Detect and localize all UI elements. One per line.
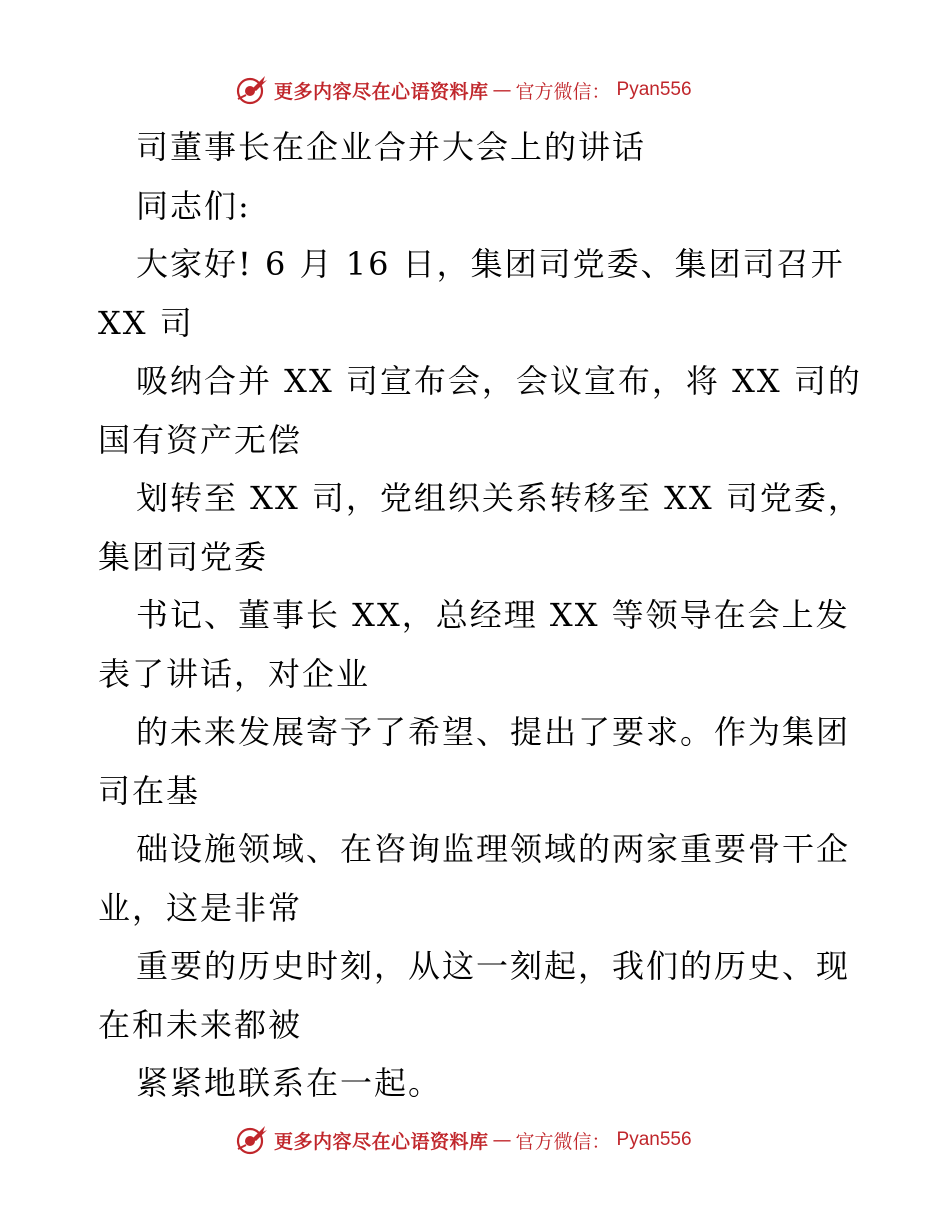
text-line: 重要的历史时刻，从这一刻起，我们的历史、现 <box>136 947 851 985</box>
watermark-official-label: 官方微信： <box>515 1130 611 1153</box>
text-line: 在和未来都被 <box>98 1005 303 1044</box>
text-line: 础设施领域、在咨询监理领域的两家重要骨干企 <box>136 830 851 868</box>
watermark-dash: — <box>492 1129 512 1151</box>
text-line: 紧紧地联系在一起。 <box>136 1064 443 1102</box>
quill-logo-icon <box>234 73 268 107</box>
document-body <box>98 118 862 1113</box>
text-line: 集团司党委 <box>98 537 269 576</box>
text-line: 同志们: <box>136 186 251 225</box>
text-line: 表了讲话，对企业 <box>98 654 371 693</box>
watermark-wechat-id: Pyan556 <box>616 1129 692 1150</box>
text-line: 司在基 <box>98 771 201 810</box>
text-line: 司董事长在企业合并大会上的讲话 <box>136 128 647 166</box>
text-line: 书记、董事长 XX，总经理 XX 等领导在会上发 <box>136 596 850 634</box>
text-line: 划转至 XX 司，党组织关系转移至 XX 司党委， <box>136 479 862 517</box>
text-line: 国有资产无偿 <box>98 420 303 459</box>
watermark-wechat-id: Pyan556 <box>616 79 692 100</box>
text-line: 业，这是非常 <box>98 888 303 927</box>
watermark-dash: — <box>492 79 512 101</box>
text-line: XX 司 <box>98 303 194 342</box>
watermark-site-text: 更多内容尽在心语资料库 <box>274 80 489 103</box>
watermark-official-label: 官方微信： <box>515 80 611 103</box>
text-line: 的未来发展寄予了希望、提出了要求。作为集团 <box>136 713 851 751</box>
watermark-site-text: 更多内容尽在心语资料库 <box>274 1130 489 1153</box>
text-line: 吸纳合并 XX 司宣布会，会议宣布，将 XX 司的 <box>136 362 862 400</box>
header-watermark <box>234 72 692 108</box>
footer-watermark <box>234 1122 692 1158</box>
text-line: 大家好! 6 月 16 日，集团司党委、集团司召开 <box>136 245 845 283</box>
quill-logo-icon <box>234 1123 268 1157</box>
